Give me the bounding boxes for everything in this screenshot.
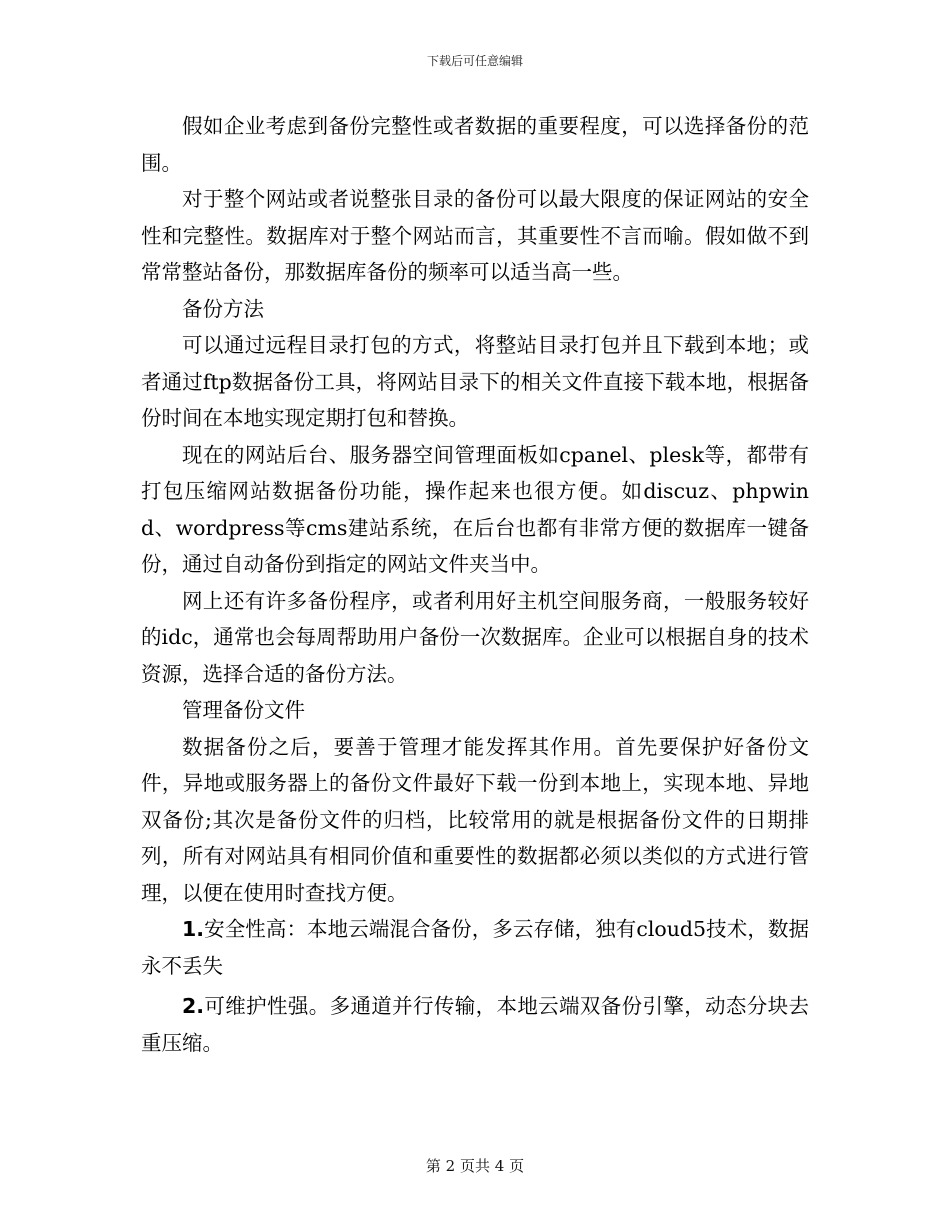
list-item	[141, 988, 809, 1061]
paragraph: 对于整个网站或者说整张目录的备份可以最大限度的保证网站的安全性和完整性。数据库对于整个网站而言，其重要性不言而喻。假如做不到常常整站备份，那数据库备份的频率可以适当高一些。	[141, 187, 809, 284]
page-footer: 第 2 页共 4 页	[425, 1157, 525, 1175]
list-item-text: 安全性高：本地云端混合备份，多云存储，独有cloud5技术，数据永不丢失	[141, 917, 809, 978]
list-item-text: 可维护性强。多通道并行传输，本地云端双备份引擎，动态分块去重压缩。	[141, 994, 809, 1055]
list-item-number: 1.	[182, 917, 205, 941]
paragraph: 假如企业考虑到备份完整性或者数据的重要程度，可以选择备份的范围。	[141, 114, 809, 175]
list-item	[141, 911, 809, 984]
paragraph: 现在的网站后台、服务器空间管理面板如cpanel、plesk等，都带有打包压缩网站数据备份功能，操作起来也很方便。如discuz、phpwind、wordpress等cms建站系统，在后台也都有非常方便的数据库一键备份，通过自动备份到指定的网站文件夹当中。	[141, 442, 809, 576]
paragraph: 网上还有许多备份程序，或者利用好主机空间服务商，一般服务较好的idc，通常也会每周帮助用户备份一次数据库。企业可以根据自身的技术资源，选择合适的备份方法。	[141, 588, 809, 686]
list-item-number: 2.	[182, 994, 205, 1018]
page-header: 下载后可任意编辑	[426, 54, 523, 68]
paragraph: 数据备份之后，要善于管理才能发挥其作用。首先要保护好备份文件，异地或服务器上的备份文件最好下载一份到本地上，实现本地、异地双备份;其次是备份文件的归档，比较常用的就是根据备份文件的日期排列，所有对网站具有相同价值和重要性的数据都必须以类似的方式进行管理，以便在使用时查找方便。	[141, 734, 809, 905]
section-heading: 管理备份文件	[182, 698, 305, 722]
document-body	[141, 108, 809, 1061]
section-heading: 备份方法	[182, 296, 264, 321]
paragraph: 可以通过远程目录打包的方式，将整站目录打包并且下载到本地；或者通过ftp数据备份工具，将网站目录下的相关文件直接下载本地，根据备份时间在本地实现定期打包和替换。	[141, 333, 809, 430]
